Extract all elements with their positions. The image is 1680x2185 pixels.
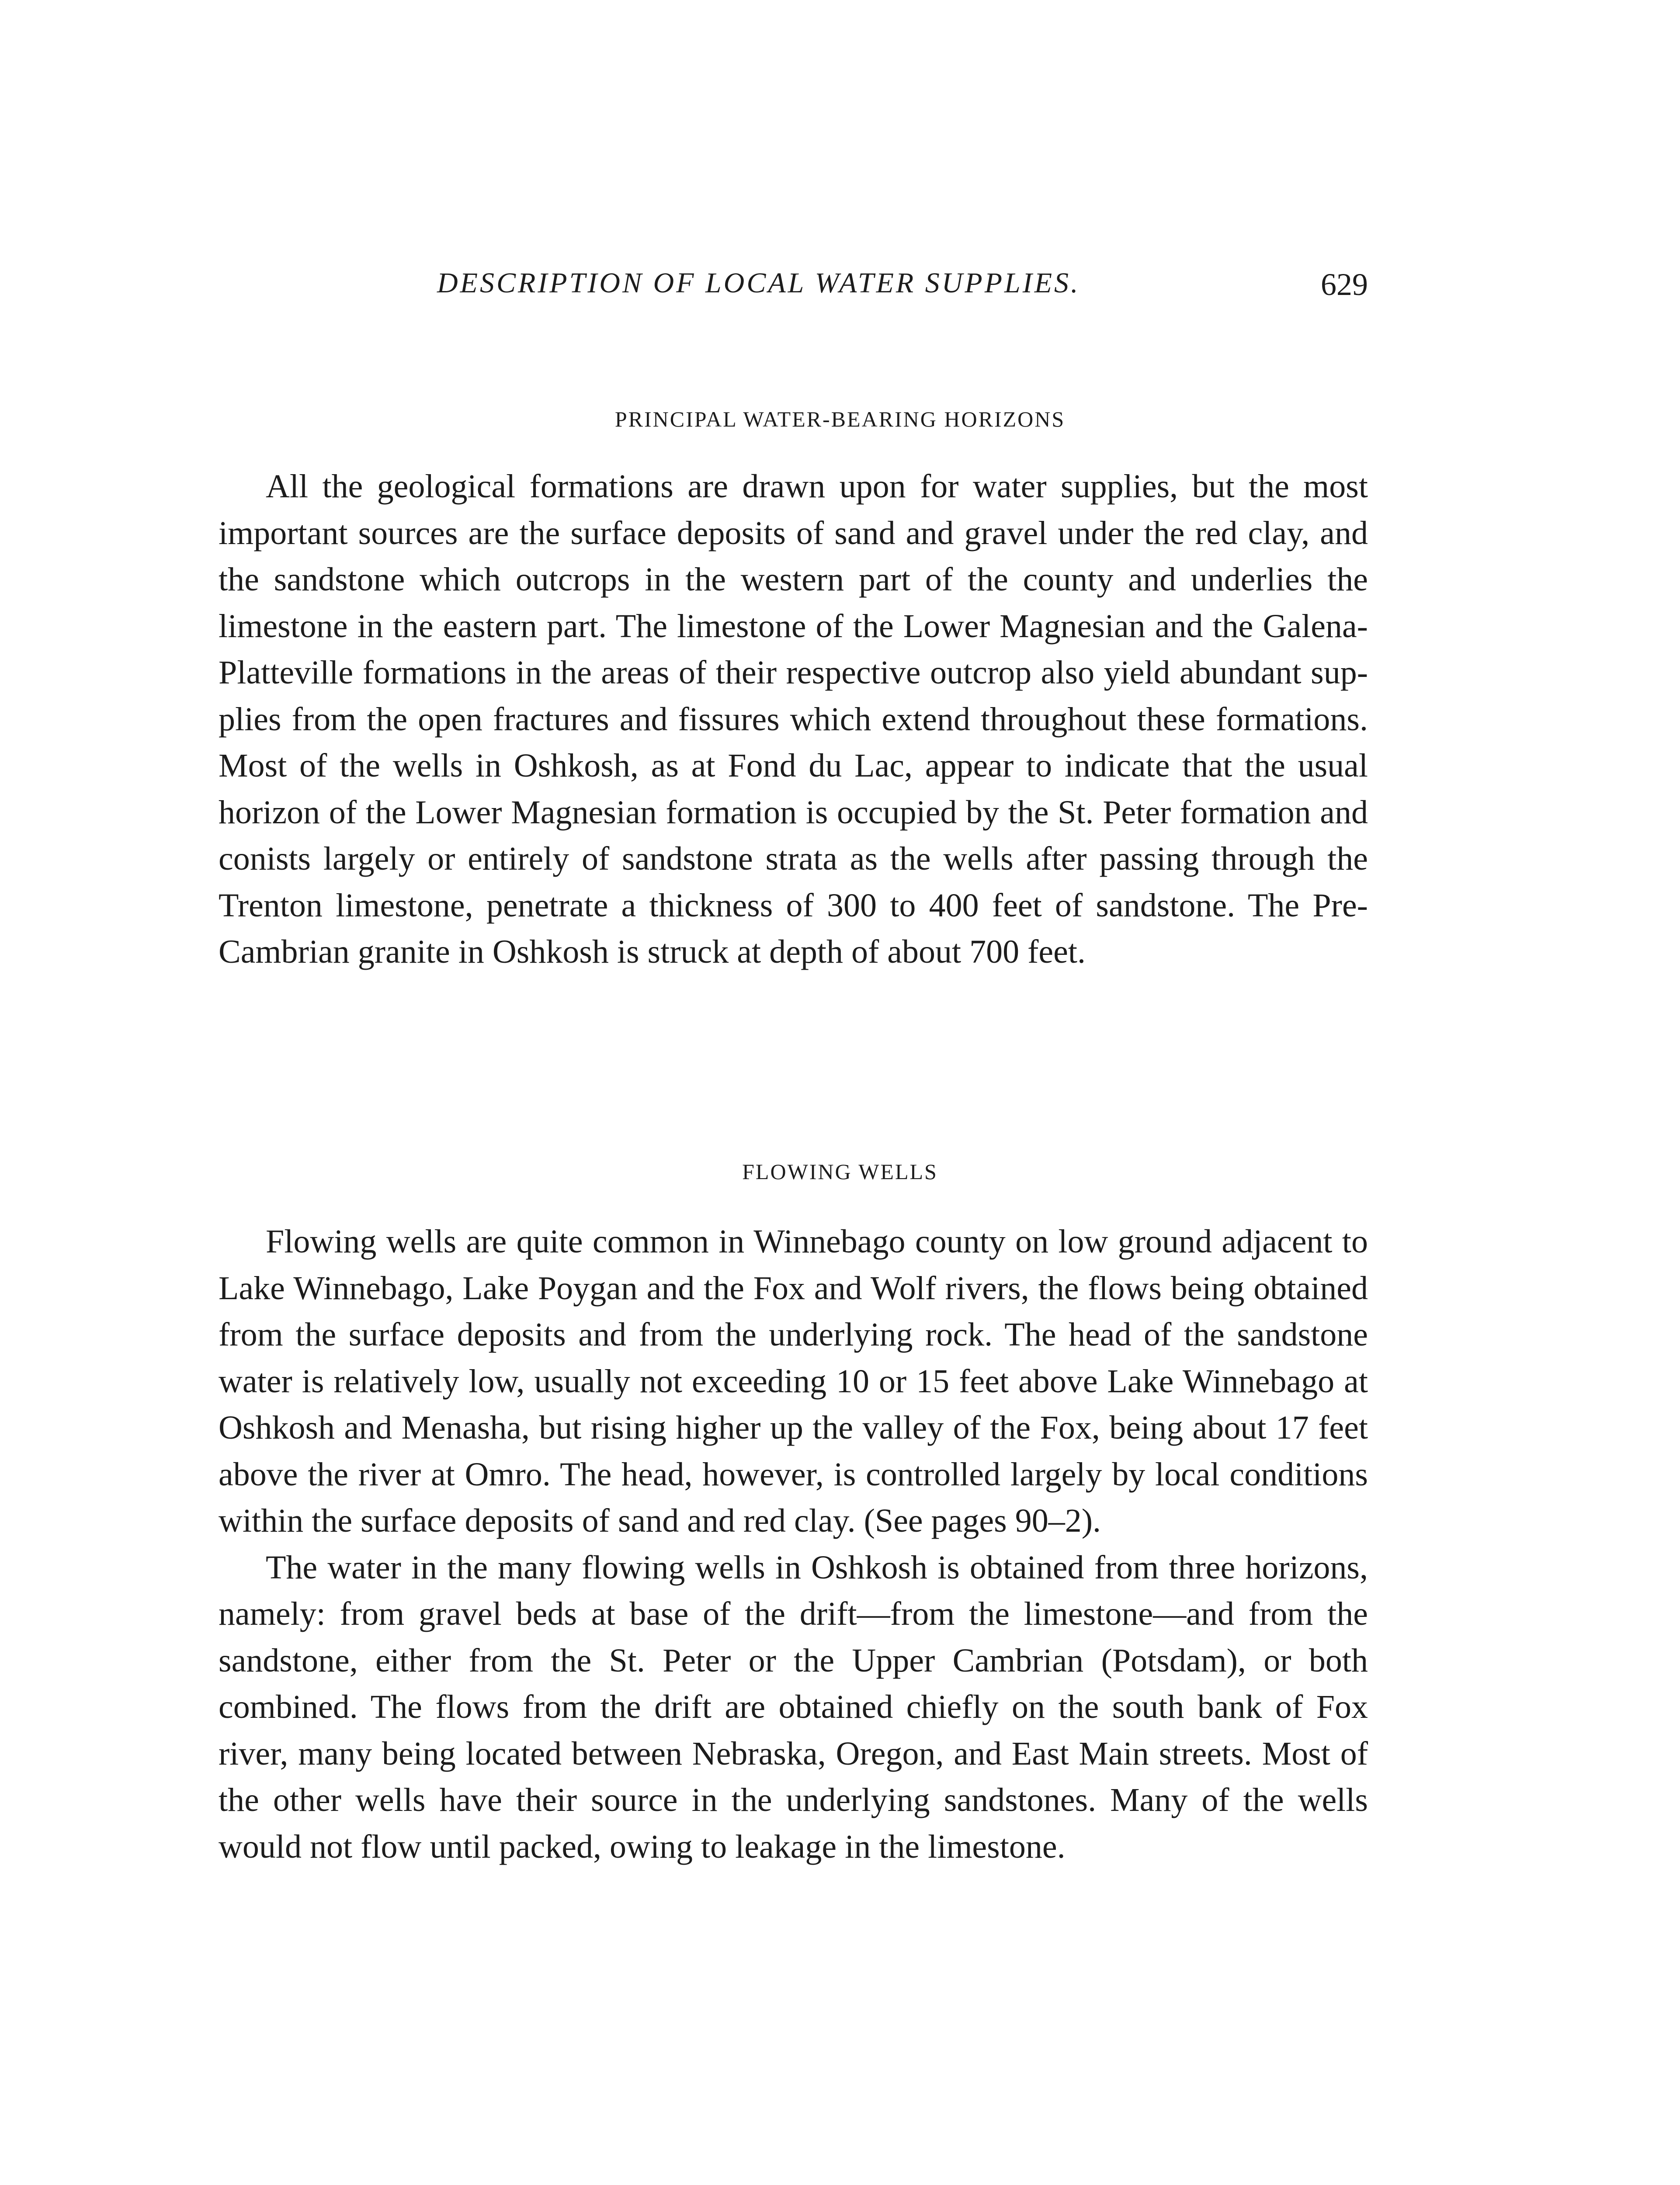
- paragraph: Flowing wells are quite common in Winnebago county on low ground adjacent to Lake Winnebago, Lake Poygan and the Fox and Wolf rivers, the flows being obtained from the surface deposits and from the underlying rock. The head of the sandstone water is relatively low, usually not exceeding 10 or 15 feet above Lake Winnebago at Oshkosh and Menasha, but rising higher up the valley of the Fox, being about 17 feet above the river at Omro. The head, however, is controlled largely by local conditions within the surface deposits of sand and red clay. (See pages 90–2).: [219, 1223, 1368, 1539]
- section-body-flowing-wells: [219, 1218, 1368, 1870]
- page-number: 629: [1321, 267, 1368, 302]
- section-body-water-bearing-horizons: [219, 463, 1368, 975]
- running-header: [219, 267, 1368, 315]
- paragraph: All the geological formations are drawn upon for water supplies, but the most important sources are the surface deposits of sand and gravel under the red clay, and the sandstone which outcrops in the western part of the county and underlies the limestone in the eastern part. The limestone of the Lower Magnesian and the Galena-Platteville formations in the areas of their respective outcrop also yield abundant supplies from the open fractures and fissures which extend throughout these formations. Most of the wells in Oshkosh, as at Fond du Lac, appear to indicate that the usual horizon of the Lower Magnesian formation is occupied by the St. Peter formation and conists largely or entirely of sandstone strata as the wells after passing through the Trenton limestone, penetrate a thickness of 300 to 400 feet of sandstone. The Pre-Cambrian granite in Oshkosh is struck at depth of about 700 feet.: [219, 468, 1368, 970]
- running-title: DESCRIPTION OF LOCAL WATER SUPPLIES.: [437, 267, 1080, 299]
- section-heading-flowing-wells: FLOWING WELLS: [742, 1159, 938, 1184]
- paragraph: The water in the many flowing wells in Oshkosh is obtained from three horizons, namely: from gravel beds at base of the drift—from the limestone—and from the sandstone, either from the St. Peter or the Upper Cambrian (Potsdam), or both combined. The flows from the drift are obtained chiefly on the south bank of Fox river, many being located between Nebraska, Oregon, and East Main streets. Most of the other wells have their source in the underlying sandstones. Many of the wells would not flow until packed, owing to leakage in the limestone.: [219, 1549, 1368, 1865]
- section-heading-water-bearing-horizons: PRINCIPAL WATER-BEARING HORIZONS: [614, 407, 1066, 431]
